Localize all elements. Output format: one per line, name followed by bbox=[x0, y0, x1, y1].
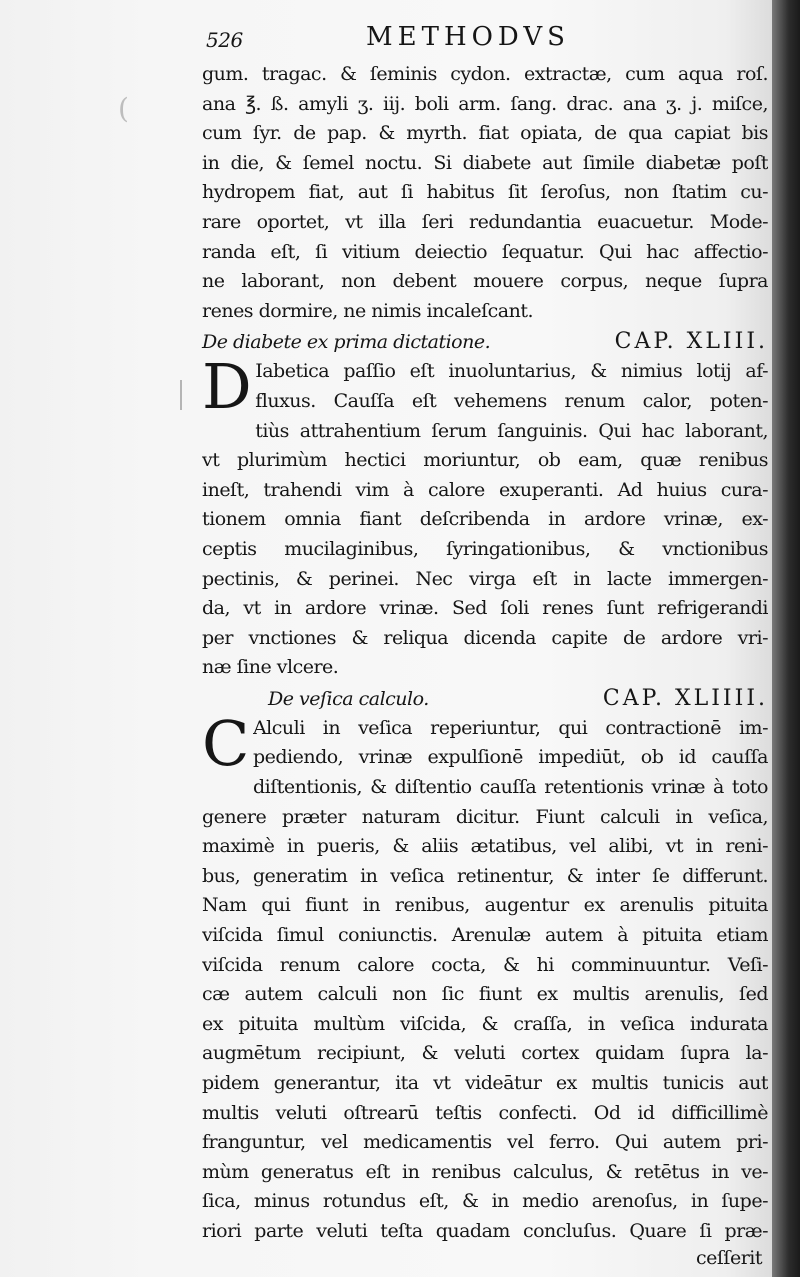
catchword: ceſſerit bbox=[696, 1246, 762, 1269]
text-line: pediendo, vrinæ expulſionē impediūt, ob id cauſſa bbox=[252, 746, 768, 769]
text-line: vt plurimùm hectici moriuntur, ob eam, quæ renibus bbox=[202, 449, 768, 472]
chapter-heading-44 bbox=[202, 683, 768, 714]
text-block bbox=[202, 22, 768, 1269]
text-line: viſcida ſimul coniunctis. Arenulæ autem à pituita etiam bbox=[202, 924, 768, 947]
running-title: METHODVS bbox=[366, 22, 570, 52]
text-line: gum. tragac. & ſeminis cydon. extractæ, cum aqua roſ. bbox=[202, 63, 768, 85]
text-line: ne laborant, non debent mouere corpus, neque ſupra bbox=[202, 270, 768, 293]
text-line: cum ſyr. de pap. & myrth. fiat opiata, de qua capiat bis bbox=[202, 122, 768, 145]
text-line: franguntur, vel medicamentis vel ferro. Qui autem pri- bbox=[202, 1131, 768, 1154]
chapter-number: CAP. XLIII. bbox=[614, 329, 768, 355]
text-line: fluxus. Cauſſa eſt vehemens renum calor, poten- bbox=[255, 389, 768, 412]
text-line: ineſt, trahendi vim à calore exuperanti. Ad huius cura- bbox=[202, 478, 768, 501]
chapter-heading-43 bbox=[202, 326, 768, 357]
text-line: in die, & ſemel noctu. Si diabete aut ſimile diabetæ poſt bbox=[202, 151, 768, 174]
text-line: mùm generatus eſt in renibus calculus, & retētus in ve- bbox=[202, 1160, 768, 1183]
text-line: ſica, minus rotundus eſt, & in medio arenoſus, in ſupe- bbox=[202, 1190, 768, 1213]
text-line: tiùs attrahentium ſerum ſanguinis. Qui hac laborant, bbox=[255, 419, 768, 442]
text-line: ex pituita multùm viſcida, & craſſa, in veſica indurata bbox=[202, 1012, 768, 1035]
chapter-44-body bbox=[202, 714, 768, 1247]
text-line: viſcida renum calore cocta, & hi comminuuntur. Veſi- bbox=[202, 953, 768, 976]
margin-stroke bbox=[180, 380, 182, 410]
drop-cap: D bbox=[202, 357, 252, 424]
text-line: Alculi in veſica reperiuntur, qui contractionē im- bbox=[252, 716, 768, 739]
text-line: næ ſine vlcere. bbox=[202, 656, 339, 679]
text-line: da, vt in ardore vrinæ. Sed ſoli renes ſunt refrigerandi bbox=[202, 597, 768, 620]
text-line: rare oportet, vt illa ſeri redundantia euacuetur. Mode- bbox=[202, 210, 768, 233]
text-line: per vnctiones & reliqua dicenda capite de ardore vri- bbox=[202, 626, 768, 649]
page-header bbox=[202, 22, 768, 60]
text-line: augmētum recipiunt, & veluti cortex quidam ſupra la- bbox=[202, 1042, 768, 1065]
text-line: bus, generatim in veſica retinentur, & inter ſe differunt. bbox=[202, 864, 768, 887]
book-gutter-edge bbox=[772, 0, 800, 1277]
text-line: Iabetica paſſio eſt inuoluntarius, & nimius lotij af- bbox=[255, 360, 768, 383]
paragraph-continued bbox=[202, 60, 768, 326]
chapter-title: De diabete ex prima dictatione. bbox=[202, 331, 491, 354]
margin-mark: ( bbox=[118, 92, 129, 125]
text-line: genere præter naturam dicitur. Fiunt calculi in veſica, bbox=[202, 805, 768, 828]
text-line: Nam qui fiunt in renibus, augentur ex arenulis pituita bbox=[202, 894, 768, 917]
text-line: ana ℥. ß. amyli ʒ. iij. boli arm. ſang. drac. ana ʒ. j. miſce, bbox=[202, 92, 768, 115]
chapter-43-body bbox=[202, 357, 768, 683]
chapter-number: CAP. XLIIII. bbox=[602, 685, 768, 711]
drop-cap: C bbox=[202, 713, 249, 780]
text-line: hydropem fiat, aut ſi habitus ſit ſeroſus, non ſtatim cu- bbox=[202, 181, 768, 204]
text-line: pidem generantur, ita vt videātur ex multis tunicis aut bbox=[202, 1072, 768, 1094]
text-line: renes dormire, ne nimis incaleſcant. bbox=[202, 299, 534, 322]
chapter-title: De veſica calculo. bbox=[268, 687, 429, 710]
text-line: cæ autem calculi non ſic fiunt ex multis arenulis, ſed bbox=[202, 983, 768, 1006]
text-line: riori parte veluti teſta quadam concluſus. Quare ſi præ- bbox=[202, 1219, 768, 1242]
page-number: 526 bbox=[206, 28, 243, 52]
text-line: randa eſt, ſi vitium deiectio ſequatur. Qui hac affectio- bbox=[202, 240, 768, 263]
text-line: tionem omnia fiant deſcribenda in ardore vrinæ, ex- bbox=[202, 508, 768, 531]
text-line: ceptis mucilaginibus, ſyringationibus, & vnctionibus bbox=[202, 537, 768, 560]
text-line: multis veluti oſtrearū teſtis confecti. Od id difficillimè bbox=[202, 1101, 768, 1124]
text-line: pectinis, & perinei. Nec virga eſt in lacte immergen- bbox=[202, 567, 768, 590]
text-line: maximè in pueris, & aliis ætatibus, vel alibi, vt in reni- bbox=[202, 835, 768, 858]
text-line: diſtentionis, & diſtentio cauſſa retentionis vrinæ à toto bbox=[252, 776, 768, 799]
